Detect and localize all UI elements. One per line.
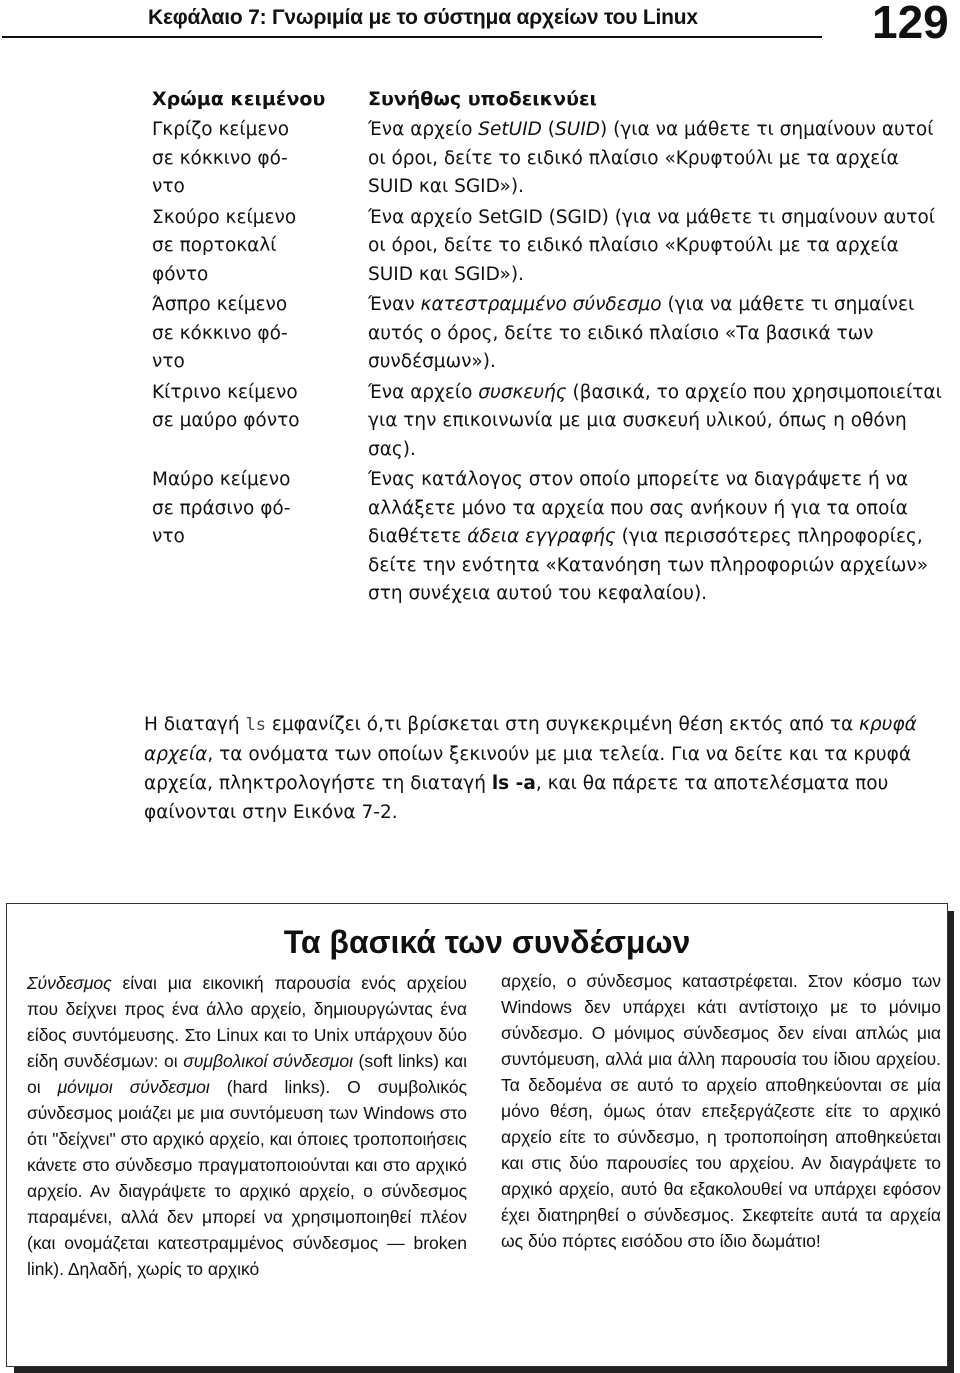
paragraph-text: , και θα πάρετε τα αποτελέσματα που φαίνονται στην Εικόνα 7-2. <box>144 773 889 823</box>
term-hard-links: μόνιμοι σύνδεσμοι <box>57 1077 210 1097</box>
meaning-text: Ένας κατάλογος στον οποίο μπορείτε να διαγράψετε ή να αλλάξετε μόνο τα αρχεία που σας ανήκουν ή για τα οποία διαθέτετε <box>368 469 909 547</box>
table-row <box>152 466 942 609</box>
table-row <box>152 116 942 202</box>
color-cell: Μαύρο κείμενο σε πράσινο φό- ντο <box>152 469 291 547</box>
page-header <box>0 0 960 48</box>
color-cell: Γκρίζο κείμενο σε κόκκινο φό- ντο <box>152 119 290 197</box>
table-header <box>152 84 942 114</box>
meaning-cell <box>368 466 948 609</box>
paragraph-text: εμφανίζει ό,τι βρίσκεται στη συγκεκριμένη θέση εκτός από τα <box>265 714 860 735</box>
sidebar-left-column <box>27 970 467 1282</box>
paragraph-text: , τα ονόματα των οποίων ξεκινούν με μια τελεία. Για να δείτε και τα κρυφά αρχεία, πληκτρολογήστε τη διαταγή <box>144 744 912 794</box>
meaning-text: ) (για να μάθετε τι σημαίνουν αυτοί οι όροι, δείτε το ειδικό πλαίσιο «Κρυφτούλι με τα αρχεία SUID και SGID»). <box>368 119 934 197</box>
paragraph-text: Η διαταγή <box>144 714 246 735</box>
sidebar-text: (hard links). Ο συμβολικός σύνδεσμος μοιάζει με μια συντόμευση των Windows στο ότι "δείχνει" στο αρχικό αρχείο, και όποιες τροποποιήσεις κάνετε στο σύνδεσμο πραγματοποιούνται και στο αρχικό αρχείο. Αν διαγράψετε το αρχικό αρχείο, ο σύνδεσμος παραμένει, αλλά δεν μπορεί να χρησιμοποιηθεί πλέον (και ονομάζεται κατεστραμμένος σύνδεσμος — broken link). Δηλαδή, χωρίς το αρχικό <box>27 1077 468 1279</box>
page-number: 129 <box>872 0 949 48</box>
emphasized-term: SUID <box>555 119 601 140</box>
chapter-title: Κεφάλαιο 7: Γνωριμία με το σύστημα αρχείων του Linux <box>148 6 698 29</box>
header-rule <box>2 36 822 38</box>
term-symbolic-links: συμβολικοί σύνδεσμοι <box>183 1051 353 1071</box>
ls-a-command: ls -a <box>491 773 536 794</box>
hidden-files-term: κρυφά αρχεία <box>144 714 917 765</box>
color-cell: Άσπρο κείμενο σε κόκκινο φό- ντο <box>152 294 288 372</box>
meaning-text: Ένα αρχείο <box>368 119 479 140</box>
meaning-cell <box>368 204 948 290</box>
sidebar-title: Τα βασικά των συνδέσμων <box>283 924 691 960</box>
color-cell: Σκούρο κείμενο σε πορτοκαλί φόντο <box>152 206 297 285</box>
table-row <box>152 379 942 465</box>
color-meaning-table <box>152 84 942 609</box>
meaning-cell <box>368 379 948 465</box>
term-link: Σύνδεσμος <box>27 973 112 993</box>
emphasized-term: άδεια εγγραφής <box>467 526 616 547</box>
table-row <box>152 204 942 290</box>
links-sidebar <box>6 903 948 1367</box>
meaning-text: Έναν <box>368 294 421 315</box>
ls-command: ls <box>245 715 266 735</box>
body-paragraph <box>144 710 960 827</box>
meaning-text: Ένα αρχείο SetGID (SGID) (για να μάθετε τι σημαίνουν αυτοί οι όροι, δείτε το ειδικό πλαίσιο «Κρυφτούλι με τα αρχεία SUID και SGID»). <box>368 206 936 285</box>
emphasized-term: συσκευής <box>478 381 567 403</box>
meaning-text: (για να μάθετε τι σημαίνει αυτός ο όρος, δείτε το ειδικό πλαίσιο «Τα βασικά των συνδέσμων»). <box>368 294 915 372</box>
sidebar-text: είναι μια εικονική παρουσία ενός αρχείου που δείχνει προς ένα άλλο αρχείο, δημιουργώντας ένα είδος συντόμευσης. Στο Linux και το Unix υπάρχουν δύο είδη συνδέσμων: οι <box>27 973 467 1071</box>
meaning-cell <box>368 291 948 377</box>
meaning-text: (βασικά, το αρχείο που χρησιμοποιείται για την επικοινωνία με μια συσκευή υλικού, όπως η οθόνη σας). <box>368 381 942 460</box>
meaning-text: (για περισσότερες πληροφορίες, δείτε την ενότητα «Κατανόηση των πληροφοριών αρχείων» στη συνέχεια αυτού του κεφαλαίου). <box>368 526 929 604</box>
meaning-cell <box>368 116 948 202</box>
table-body <box>152 116 942 609</box>
meaning-text: Ένα αρχείο <box>368 381 479 403</box>
emphasized-term: SetUID <box>478 119 542 140</box>
emphasized-term: κατεστραμμένο σύνδεσμο <box>420 294 662 315</box>
meaning-heading: Συνήθως υποδεικνύει <box>368 88 597 110</box>
text-color-heading: Χρώμα κειμένου <box>152 88 326 110</box>
table-row <box>152 291 942 377</box>
sidebar-right-column: αρχείο, ο σύνδεσμος καταστρέφεται. Στον κόσμο των Windows δεν υπάρχει κάτι αντίστοιχο με το μόνιμο σύνδεσμο. Ο μόνιμος σύνδεσμος δεν είναι απλώς μια συντόμευση, αλλά μια άλλη παρουσία του ίδιου αρχείου. Τα δεδομένα σε αυτό το αρχείο αποθηκεύονται σε μία μόνο θέση, όμως όταν επεξεργάζεστε είτε το αρχικό αρχείο είτε το σύνδεσμο, η τροποποίηση αποθηκεύεται και στις δύο παρουσίες του αρχείου. Αν διαγράψετε το αρχικό αρχείο, αυτό θα εξακολουθεί να υπάρχει εφόσον έχει διατηρηθεί ο σύνδεσμος. Σκεφτείτε αυτά τα αρχεία ως δύο πόρτες εισόδου στο ίδιο δωμάτιο! <box>501 971 941 1251</box>
color-cell: Κίτρινο κείμενο σε μαύρο φόντο <box>152 381 300 431</box>
sidebar-text: (soft links) και οι <box>27 1051 467 1097</box>
meaning-text: ( <box>541 119 556 140</box>
